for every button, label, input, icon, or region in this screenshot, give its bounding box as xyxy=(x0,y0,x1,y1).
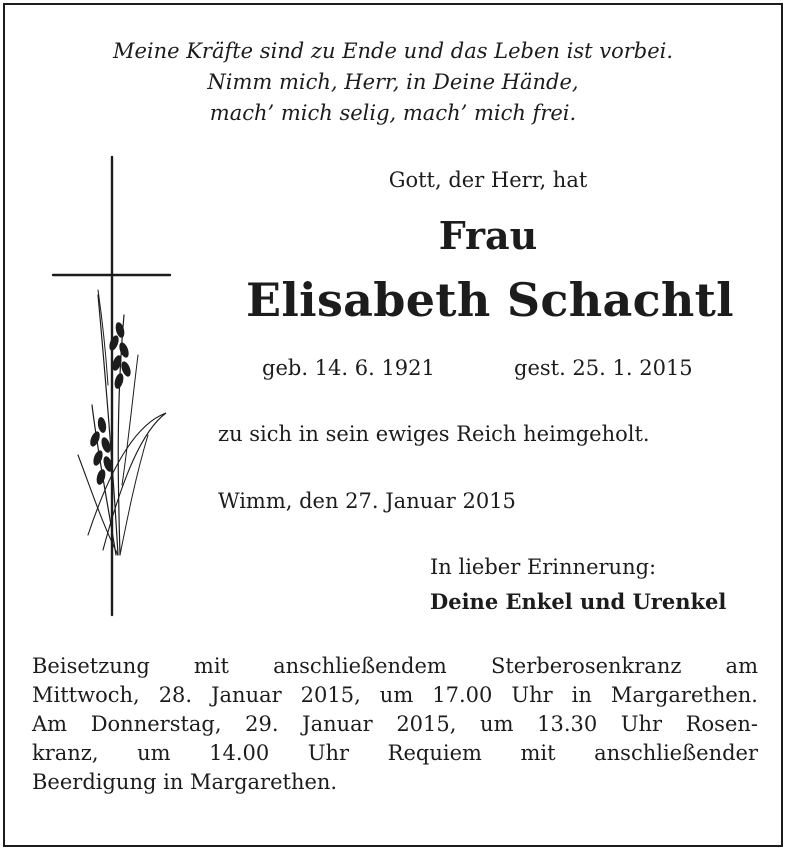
intro-text: Gott, der Herr, hat xyxy=(388,168,588,192)
funeral-line-3: Am Donnerstag, 29. Januar 2015, um 13.30 Uhr Rosen- xyxy=(32,712,758,736)
verse-line-1: Meine Kräfte sind zu Ende und das Leben ist vorbei. xyxy=(112,39,674,63)
funeral-line-1: Beisetzung mit anschließendem Sterberosenkranz am xyxy=(32,654,758,678)
heimgeholt-text: zu sich in sein ewiges Reich heimgeholt. xyxy=(218,422,650,446)
salutation: Frau xyxy=(438,213,538,258)
place-date: Wimm, den 27. Januar 2015 xyxy=(218,489,516,513)
funeral-notice xyxy=(32,652,758,797)
cross-with-wheat-icon xyxy=(48,155,178,620)
funeral-line-2: Mittwoch, 28. Januar 2015, um 17.00 Uhr in Margarethen. xyxy=(32,683,758,707)
memory-line: In lieber Erinnerung: xyxy=(430,555,657,579)
verse-line-2: Nimm mich, Herr, in Deine Hände, xyxy=(207,70,579,94)
family-signature: Deine Enkel und Urenkel xyxy=(430,589,727,614)
funeral-line-4: kranz, um 14.00 Uhr Requiem mit anschließender xyxy=(32,741,758,765)
birth-date: geb. 14. 6. 1921 xyxy=(262,356,435,380)
funeral-line-5: Beerdigung in Margarethen. xyxy=(32,770,338,794)
verse-line-3: mach’ mich selig, mach’ mich frei. xyxy=(209,101,577,125)
deceased-name: Elisabeth Schachtl xyxy=(246,273,734,327)
death-date: gest. 25. 1. 2015 xyxy=(514,356,693,380)
